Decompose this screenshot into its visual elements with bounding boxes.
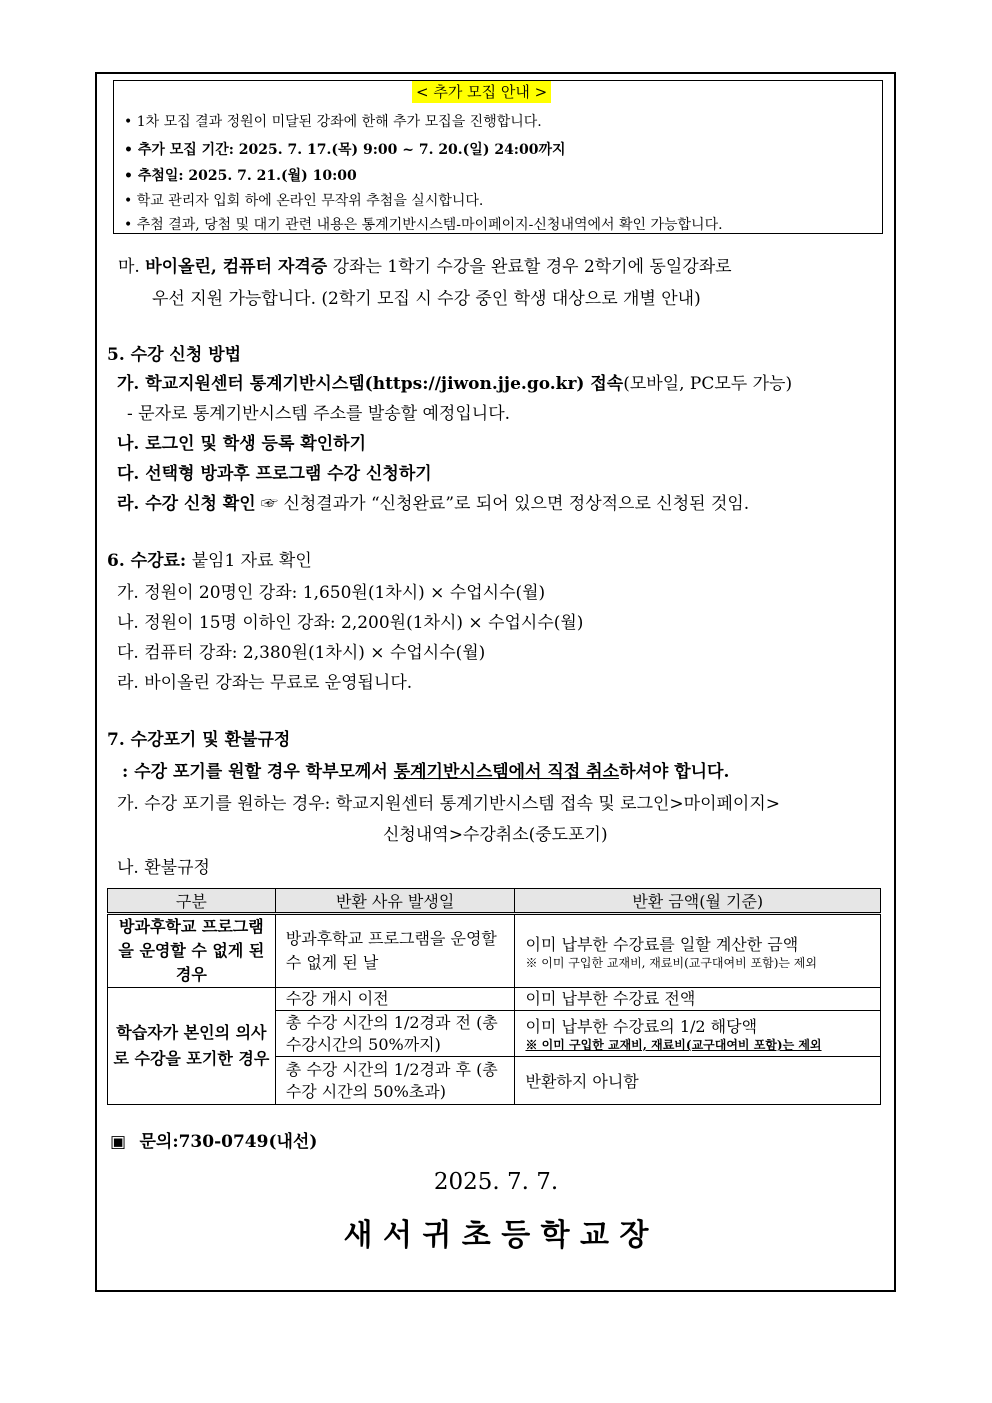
- refund-table: [107, 888, 881, 1105]
- group2-reason-3: 총 수강 시간의 1/2경과 후 (총 수강 시간의 50%초과): [275, 1057, 515, 1105]
- group1-reason: 방과후학교 프로그램을 운영할 수 없게 된 날: [275, 914, 515, 988]
- section-ma-line2: 우선 지원 가능합니다. (2학기 모집 시 수강 중인 학생 대상으로 개별 안내): [152, 289, 701, 309]
- notice-item-1: • 1차 모집 결과 정원이 미달된 강좌에 한해 추가 모집을 진행합니다.: [124, 114, 542, 130]
- notice-item-2: • 추가 모집 기간: 2025. 7. 17.(목) 9:00 ~ 7. 20.(일) 24:00까지: [124, 142, 566, 158]
- section-ma-line1: 마. 바이올린, 컴퓨터 자격증 강좌는 1학기 수강을 완료할 경우 2학기에 동일강좌로: [118, 257, 732, 277]
- group2-category: 학습자가 본인의 의사로 수강을 포기한 경우: [108, 988, 276, 1105]
- section7-na: 나. 환불규정: [117, 858, 210, 878]
- group2-note-2: ※ 이미 구입한 교재비, 재료비(교구대여비 포함)는 제외: [525, 1038, 822, 1052]
- header-category: 구분: [108, 889, 276, 914]
- section5-ga-sub: - 문자로 통계기반시스템 주소를 발송할 예정입니다.: [127, 404, 511, 424]
- header-reason: 반환 사유 발생일: [275, 889, 515, 914]
- table-row: [108, 914, 881, 988]
- square-bullet-icon: ▣: [110, 1132, 127, 1152]
- group2-amount-3: 반환하지 아니함: [515, 1057, 881, 1105]
- group2-reason-1: 수강 개시 이전: [275, 988, 515, 1011]
- section6-item-ga: 가. 정원이 20명인 강좌: 1,650원(1차시) × 수업시수(월): [117, 583, 546, 603]
- issue-date: 2025. 7. 7.: [433, 1169, 559, 1195]
- section7-ga-line1: 가. 수강 포기를 원하는 경우: 학교지원센터 통계기반시스템 접속 및 로그인>마이페이지>: [117, 794, 781, 814]
- section5-na: 나. 로그인 및 학생 등록 확인하기: [117, 434, 366, 454]
- notice-item-4: • 학교 관리자 입회 하에 온라인 무작위 추첨을 실시합니다.: [124, 193, 484, 209]
- table-row: [108, 988, 881, 1011]
- refund-table-header: [108, 889, 881, 914]
- group1-amount-cell: [515, 914, 881, 988]
- notice-item-5: • 추첨 결과, 당첨 및 대기 관련 내용은 통계기반시스템-마이페이지-신청내역에서 확인 가능합니다.: [124, 217, 723, 233]
- section7-notice: : 수강 포기를 원할 경우 학부모께서 통계기반시스템에서 직접 취소하셔야 합니다.: [122, 762, 730, 782]
- group2-amount-2: 이미 납부한 수강료의 1/2 해당액: [525, 1017, 758, 1036]
- group1-category: 방과후학교 프로그램을 운영할 수 없게 된 경우: [108, 914, 276, 988]
- section6-item-na: 나. 정원이 15명 이하인 강좌: 2,200원(1차시) × 수업시수(월): [117, 613, 584, 633]
- school-signature: 새 서 귀 초 등 학 교 장: [343, 1218, 649, 1253]
- group1-note: ※ 이미 구입한 교재비, 재료비(교구대여비 포함)는 제외: [525, 955, 817, 970]
- section5-ga: 가. 학교지원센터 통계기반시스템(https://jiwon.jje.go.kr) 접속(모바일, PC모두 가능): [117, 374, 793, 394]
- group2-amount-1: 이미 납부한 수강료 전액: [515, 988, 881, 1011]
- section6-item-ra: 라. 바이올린 강좌는 무료로 운영됩니다.: [117, 673, 413, 693]
- section5-da: 다. 선택형 방과후 프로그램 수강 신청하기: [117, 464, 432, 484]
- notice-title: < 추가 모집 안내 >: [412, 81, 551, 103]
- section7-heading: 7. 수강포기 및 환불규정: [107, 730, 291, 750]
- group2-reason-2: 총 수강 시간의 1/2경과 전 (총 수강시간의 50%까지): [275, 1011, 515, 1057]
- section6-item-da: 다. 컴퓨터 강좌: 2,380원(1차시) × 수업시수(월): [117, 643, 486, 663]
- section5-heading: 5. 수강 신청 방법: [107, 345, 242, 365]
- contact-line: [110, 1127, 317, 1152]
- section5-ra: 라. 수강 신청 확인 ☞ 신청결과가 “신청완료”로 되어 있으면 정상적으로 신청된 것임.: [117, 494, 750, 514]
- notice-item-3: • 추첨일: 2025. 7. 21.(월) 10:00: [124, 168, 357, 184]
- section6-heading: 6. 수강료: 붙임1 자료 확인: [107, 551, 312, 571]
- section7-ga-line2: 신청내역>수강취소(중도포기): [383, 825, 608, 845]
- header-amount: 반환 금액(월 기준): [515, 889, 881, 914]
- contact-text: 문의:730-0749(내선): [139, 1132, 318, 1152]
- group2-amount-2-cell: [515, 1011, 881, 1057]
- group1-amount: 이미 납부한 수강료를 일할 계산한 금액: [525, 934, 799, 954]
